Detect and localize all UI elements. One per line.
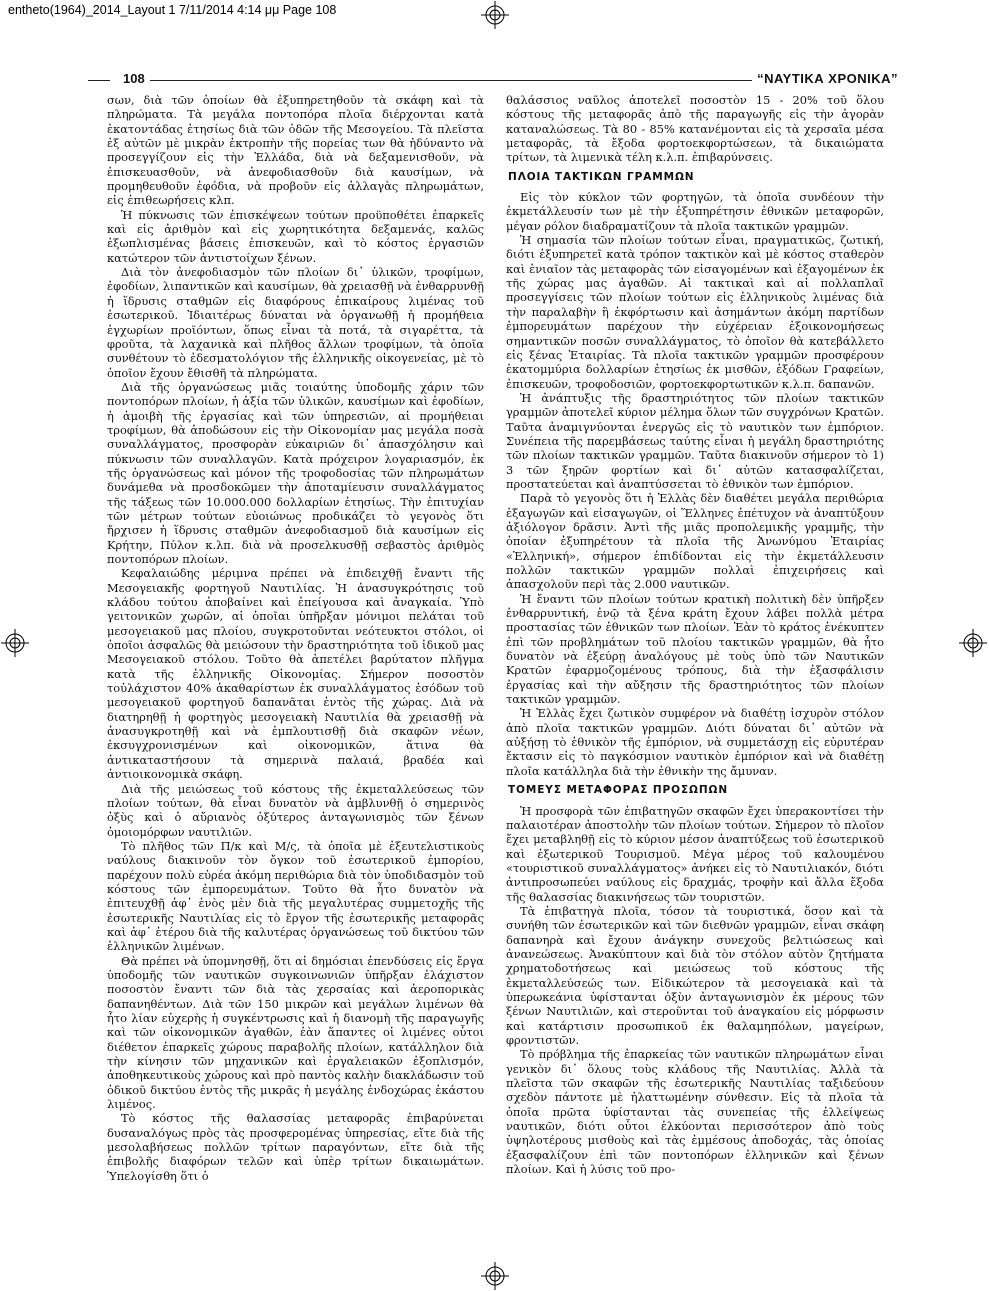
paragraph: Διὰ τῆς μειώσεως τοῦ κόστους τῆς ἐκμεταλλεύσεως τῶν πλοίων τούτων, θὰ εἶναι δυνατὸν νὰ ἀμβλυνθῇ ὁ σημερινὸς ὀξὺς καὶ ὁ αὔριανὸς ὀξύτερος ἀνταγωνισμὸς τῶν ξένων ὁμοιομόρφων ναυτιλιῶν. [107,781,484,839]
paragraph: Ἡ ἀνάπτυξις τῆς δραστηριότητος τῶν πλοίων τακτικῶν γραμμῶν ἀποτελεῖ κύριον μέλημα ὅλων τῶν συγχρόνων Κρατῶν. Ταῦτα ἀναμιγνύονται ἐνεργῶς εἰς τὸ ναυτικὸν των ἐμπόριον. Συνέπεια τῆς παρεμβάσεως ταύτης εἶναι ἡ μεγάλη δραστηριότης τῶν πλοίων τακτικῶν γραμμῶν. Ταῦτα διακινοῦν σήμερον τὸ 1) 3 τῶν ξηρῶν φορτίων καὶ δι᾿ αὐτῶν κατασφαλίζεται, προστατεύεται καὶ ἀναπτύσσεται τὸ ἐθνικὸν των ἐμπόριον. [506,390,884,491]
left-column [107,93,484,1273]
paragraph: Ἡ ἔναντι τῶν πλοίων τούτων κρατικὴ πολιτικὴ δὲν ὑπῆρξεν ἐνθαρρυντική, ἐνῷ τὰ ξένα κράτη ἔχουν λάβει πολλὰ μέτρα προστασίας τῶν ἐθνικῶν των πλοίων. Ἐὰν τὸ κράτος ἐνέκυπτεν ἐπὶ τῶν προβλημάτων τοῦ πλοίου τακτικῶν γραμμῶν, θὰ ἦτο δυνατὸν νὰ ἐξεύρῃ ἀναλόγους μὲ τοὺς ὑπὸ τῶν Ναυτικῶν Κρατῶν ἐφαρμοζομένους τρόπους, διὰ τὴν ἐξασφάλισιν ἐργασίας καὶ τὴν αὔξησιν τῆς δραστηριότητος τῶν πλοίων τακτικῶν γραμμῶν. [506,591,884,707]
printer-slug: entheto(1964)_2014_Layout 1 7/11/2014 4:14 μμ Page 108 [8,3,337,17]
paragraph: Τὸ πλῆθος τῶν Π/κ καὶ Μ/ς, τὰ ὁποῖα μὲ ἐξευτελιστικοὺς ναύλους διακινοῦν τὸν ὄγκον τοῦ ἐσωτερικοῦ ἐμπορίου, παρέχουν πολὺ εὐρέα ἀκόμη περιθώρια διὰ τὸν ὑποδιδασμὸν τοῦ κόστους τῶν ἐμπορευμάτων. Τοῦτο θὰ ἦτο δυνατὸν νὰ ἐπιτευχθῇ ἀφ᾿ ἑνὸς μὲν διὰ τῆς μεγαλυτέρας συμμετοχῆς τῆς ἐσωτερικῆς Ναυτιλίας εἰς τὸ ἔργον τῆς ἐσωτερικῆς μεταφορᾶς καὶ ἀφ᾿ ἑτέρου διὰ τῆς καλυτέρας ὀργανώσεως τοῦ δικτύου τῶν ἑλληνικῶν λιμένων. [107,838,484,954]
paragraph: Ἡ πύκνωσις τῶν ἐπισκέψεων τούτων προϋποθέτει ἐπαρκεῖς καὶ εἰς ἀριθμὸν καὶ εἰς χωρητικότητα δεξαμενάς, καλῶς ἐξωπλισμένας βάσεις ἐπισκευῶν, καὶ τὸ κόστος ἐργασιῶν κατώτερον τῶν ἀντιστοίχων ξένων. [107,207,484,265]
header-rule [88,80,110,81]
header-rule [150,80,770,81]
paragraph: σων, διὰ τῶν ὁποίων θὰ ἐξυπηρετηθοῦν τὰ σκάφη καὶ τὰ πληρώματα. Τὰ μεγάλα ποντοπόρα πλοῖα διέρχονται κατὰ ἑκατοντάδας ἐτησίως διὰ τῶν ὁδῶν τῆς Μεσογείου. Τὰ πλεῖστα ἐξ αὐτῶν μὲ μικρὰν ἐκτροπὴν τῆς πορείας των θὰ ἠδύναντο νὰ προσεγγίζουν εἰς τὴν Ἑλλάδα, διὰ νὰ δεξαμενισθοῦν, νὰ ἐπισκευασθοῦν, νὰ ἀνεφοδιασθοῦν διὰ καυσίμων, νὰ προμηθευθοῦν ἐφόδια, νὰ προβοῦν εἰς ἀλλαγὰς πληρωμάτων, εἰς ἐπιθεωρήσεις κλπ. [107,93,484,208]
paragraph: Ἡ σημασία τῶν πλοίων τούτων εἶναι, πραγματικῶς, ζωτική, διότι ἐξυπηρετεῖ κατὰ τρόπον τακτικὸν καὶ μὲ κόστος σταθερὸν καὶ ἑνιαῖον τὰς μεταφορὰς τῶν εἰσαγομένων καὶ ἐξαγομένων ἐκ τῆς χώρας μας ἀγαθῶν. Αἱ τακτικαὶ καὶ αἱ πολλαπλαῖ προσεγγίσεις τῶν πλοίων τούτων εἰς ἑλληνικοὺς λιμένας διὰ τὴν παραλαβὴν ἢ ἐκφόρτωσιν καὶ ἀσημάντων ἀκόμη παρτίδων ἐμπορευμάτων παρέχουν τὴν εὐχέρειαν ἐξοικονομήσεως σημαντικῶν ποσῶν συναλλάγματος, τὸ ὁποῖον θὰ κατεβάλλετο εἰς ξένας Ἑταιρίας. Τὰ πλοῖα τακτικῶν γραμμῶν προσφέρουν ἑκατομμύρια δολλαρίων ἐτησίως ἐκ μισθῶν, ἐξόδων Γραφείων, ἐπισκευῶν, τροφοδοσιῶν, φορτοεκφορτωτικῶν κ.λ.π. δαπανῶν. [506,233,884,391]
paragraph: Κεφαλαιώδης μέριμνα πρέπει νὰ ἐπιδειχθῇ ἔναντι τῆς Μεσογειακῆς φορτηγοῦ Ναυτιλίας. Ἡ ἀνασυγκρότησις τοῦ κλάδου τούτου ἀποβαίνει καὶ ἐπείγουσα καὶ ἀναγκαία. Ὑπὸ γειτονικῶν χωρῶν, αἱ ὁποῖαι ὑπῆρξαν μόνιμοι πελάται τοῦ μεσογειακοῦ μας πλοίου, συγκροτοῦνται νεότευκτοι στόλοι, οἱ ὁποῖοι ἀσφαλῶς θὰ μειώσουν τὴν δραστηριότητα τοῦ ἰδικοῦ μας Μεσογειακοῦ στόλου. Τοῦτο θὰ ἀπετέλει βαρύτατον πλῆγμα κατὰ τῆς ἐλληνικῆς Οἰκονομίας. Σήμερον ποσοστὸν τοὐλάχιστον 40% ἀκαθαρίστων ἐκ συναλλάγματος ἐσόδων τοῦ μεσογειακοῦ φορτηγοῦ δαπανᾶται ἐντὸς τῆς χώρας. Διὰ νὰ διατηρηθῇ ἡ φορτηγὸς μεσογειακὴ Ναυτιλία θὰ χρειασθῇ νὰ ἀνασυγκροτηθῇ καὶ νὰ ἐμπλουτισθῇ διὰ σκαφῶν νέων, ἐκσυγχρονισμένων καὶ οἰκονομικῶν, ἅτινα θὰ ἀντικαταστήσουν τὰ σημερινὰ παλαιά, βραδέα καὶ ἀντιοικονομικὰ σκάφη. [107,566,484,782]
paragraph: Τὰ ἐπιβατηγὰ πλοῖα, τόσον τὰ τουριστικά, ὅσον καὶ τὰ συνήθη τῶν ἐσωτερικῶν καὶ τῶν διεθνῶν γραμμῶν, εἶναι σκάφη δαπανηρὰ καὶ ἔχουν ἀνάγκην συνεχοῦς βελτιώσεως καὶ ἀνανεώσεως. Ἀνακύπτουν καὶ διὰ τὸν στόλον αὐτὸν ζητήματα χρηματοδοτήσεως καὶ μειώσεως τοῦ κόστους τῆς ἐκμεταλλεύσεώς των. Εἰδικώτερον τὰ μεσογειακὰ καὶ τὰ ὑπερωκεάνια ὑφίστανται ὀξὺν ἀνταγωνισμὸν ἐκ μέρους τῶν ξένων Ναυτιλιῶν, καὶ στεροῦνται τοῦ ἀναγκαίου εἰς μόρφωσιν καὶ κατάρτισιν προσωπικοῦ ἐκ θαλαμηπόλων, μαγείρων, φροντιστῶν. [506,903,884,1047]
registration-mark-icon [1,629,29,657]
paragraph: Εἰς τὸν κύκλον τῶν φορτηγῶν, τὰ ὁποῖα συνδέουν τὴν ἐκμετάλλευσίν των μὲ τὴν ἐξυπηρέτησιν ἐθνικῶν μεταφορῶν, μέγαν ρόλον διαδραματίζουν τὰ πλοῖα τακτικῶν γραμμῶν. [506,190,884,233]
paragraph: Τὸ κόστος τῆς θαλασσίας μεταφορᾶς ἐπιβαρύνεται δυσαναλόγως πρὸς τὰς προσφερομένας ὑπηρεσίας, εἴτε διὰ τῆς μεσολαβήσεως πολλῶν τρίτων παραγόντων, εἴτε διὰ τῆς ἐπιβολῆς διαφόρων τελῶν καὶ ὑπὲρ τρίτων δικαιωμάτων. Ὑπελογίσθη ὅτι ὁ [107,1111,484,1183]
paragraph: θαλάσσιος ναῦλος ἀποτελεῖ ποσοστὸν 15 - 20% τοῦ ὅλου κόστους τῆς μεταφορᾶς ἀπὸ τῆς παραγωγῆς εἰς τὴν ἀγορὰν καταναλώσεως. Τὰ 80 - 85% κατανέμονται εἰς τὰ χερσαῖα μέσα μεταφορᾶς, τὰ ἔξοδα φορτοεκφορτώσεων, τὰ δικαιώματα τρίτων, τὰ λιμενικὰ τέλη κ.λ.π. ἐπιβαρύνσεις. [506,93,884,165]
paragraph: Διὰ τῆς ὀργανώσεως μιᾶς τοιαύτης ὑποδομῆς χάριν τῶν ποντοπόρων πλοίων, ἡ ἀξία τῶν ὑλικῶν, καυσίμων καὶ ἐφοδίων, ἡ ἀμοιβὴ τῆς ἐργασίας καὶ τῶν ὑπηρεσιῶν, αἱ προμήθειαι τροφίμων, θὰ ἀποδώσουν εἰς τὴν Οἰκονομίαν μας μεγάλα ποσὰ συναλλάγματος, προσφορὰν εὐκαιριῶν δι᾿ ἀπασχόλησιν καὶ πύκνωσιν τῶν συναλλαγῶν. Κατὰ πρόχειρον λογαριασμόν, ἐκ τῆς ὀργανώσεως καὶ μόνον τῆς τροφοδοσίας τῶν πληρωμάτων δυνάμεθα νὰ προσδοκῶμεν τὴν ἀποταμίευσιν συναλλάγματος τῆς τάξεως τῶν 10.000.000 δολλαρίων ἐτησίως. Τὴν ἐπιτυχίαν τῶν μέτρων τούτων εὐοιώνως προδικάζει τὸ γεγονὸς ὅτι ἤρχισεν ἡ ἵδρυσις σταθμῶν ἀνεφοδιασμοῦ διὰ καυσίμων εἰς Κρήτην, Πύλον κ.λπ. διὰ νὰ προσελκυσθῇ σεβαστὸς ἀριθμὸς ποντοπόρων πλοίων. [107,379,484,566]
paragraph: Ἡ Ἑλλὰς ἔχει ζωτικὸν συμφέρον νὰ διαθέτῃ ἰσχυρὸν στόλον ἀπὸ πλοῖα τακτικῶν γραμμῶν. Διότι δύναται δι᾿ αὐτῶν νὰ αὐξήσῃ τὸ ἐθνικὸν τῆς ἐμπόριον, νὰ συμμετάσχῃ εἰς εὐρυτέραν ἔκτασιν εἰς τὸ παγκόσμιον ναυτικὸν ἐμπόριον καὶ νὰ διαθέτῃ πλοῖα κατάλληλα διὰ τὴν ἐθνικὴν της ἄμυναν. [506,706,884,778]
running-title: “ΝΑΥΤΙΚΑ ΧΡΟΝΙΚΑ” [752,71,903,86]
registration-mark-icon [481,1262,509,1290]
right-column [506,93,884,1273]
registration-mark-icon [959,629,987,657]
paragraph: Παρὰ τὸ γεγονὸς ὅτι ἡ Ἑλλὰς δὲν διαθέτει μεγάλα περιθώρια ἐξαγωγῶν καὶ εἰσαγωγῶν, οἱ Ἕλληνες ἐπέτυχον νὰ ἀναπτύξουν ἀξιόλογον δρᾶσιν. Ἀντὶ τῆς μιᾶς προπολεμικῆς γραμμῆς, τὴν ὁποίαν ἐξυπηρέτουν τὰ πλοῖα τῆς Ἀνωνύμου Ἑταιρίας «Ἑλληνική», σήμερον ἐπιδίδονται εἰς τὴν ἐκμετάλλευσιν πολλῶν τακτικῶν γραμμῶν πολλαὶ ἐπιχειρήσεις καὶ ἀπασχολοῦν περὶ τὰς 2.000 ναυτικῶν. [506,491,884,592]
section-heading-regular-lines: ΠΛΟΙΑ ΤΑΚΤΙΚΩΝ ΓΡΑΜΜΩΝ [508,170,695,183]
registration-mark-icon [481,1,509,29]
section-heading-passenger-transport: ΤΟΜΕΥΣ ΜΕΤΑΦΟΡΑΣ ΠΡΟΣΩΠΩΝ [508,784,729,797]
paragraph: Διὰ τὸν ἀνεφοδιασμὸν τῶν πλοίων δι᾿ ὑλικῶν, τροφίμων, ἐφοδίων, λιπαντικῶν καὶ καυσίμων, θὰ χρειασθῇ νὰ ἐνθαρρυνθῇ ἡ ἵδρυσις σταθμῶν εἰς διαφόρους ἐπικαίρους λιμένας τοῦ ἐσωτερικοῦ. Ἰδιαιτέρως δύναται νὰ ὀργανωθῇ ἡ προμήθεια ἐγχωρίων προϊόντων, ὅπως εἶναι τὰ ποτά, τὰ σιγαρέττα, τὰ φροῦτα, τὰ λαχανικὰ καὶ πλῆθος ἄλλων τροφίμων, τὰ ὁποῖα συνθέτουν τὸ ἐδεσματολόγιον τῆς ἑλληνικῆς οἰκογενείας, μὲ τὸ ὁποῖον ἔχουν ἔθισθῆ τὰ πληρώματα. [107,265,484,380]
paragraph: Ἡ προσφορὰ τῶν ἐπιβατηγῶν σκαφῶν ἔχει ὑπερακοντίσει τὴν παλαιοτέραν ἀποστολὴν τῶν πλοίων τούτων. Σήμερον τὸ πλοῖον ἔχει μεταβληθῇ εἰς τὸ κύριον μέσον ἀναπτύξεως τοῦ ἐσωτερικοῦ καὶ ἐξωτερικοῦ Τουρισμοῦ. Μέγα μέρος τοῦ καλουμένου «τουριστικοῦ συναλλάγματος» ἀνήκει εἰς τὸ Ναυτιλιακόν, διότι ἀντιπροσωπεύει ναύλους εἰς δραχμάς, τροφὴν καὶ ἄλλα ἔξοδα τῆς θαλασσίας διακινήσεως τῶν τουριστῶν. [506,803,884,904]
paragraph: Θὰ πρέπει νὰ ὑπομνησθῇ, ὅτι αἱ δημόσιαι ἐπενδύσεις εἰς ἔργα ὑποδομῆς τῶν ναυτικῶν συγκοινωνιῶν ὑπῆρξαν ἐλάχιστον ποσοστὸν ἔναντι τῶν διὰ τὰς χερσαίας καὶ ἀεροπορικὰς δαπανηθέντων. Διὰ τῶν 150 μικρῶν καὶ μεγάλων λιμένων θὰ ἦτο λίαν εὐχερὴς ἡ συγκέντρωσις καὶ ἡ διανομὴ τῆς παραγωγῆς καὶ τῶν οἰκονομικῶν ἀγαθῶν, ἐὰν ἅπαντες οἱ λιμένες οὗτοι διέθετον ἐπαρκεῖς χώρους παραβολῆς πλοίων, κατάλληλον διὰ τὴν κίνησιν τῶν μηχανικῶν καὶ ἐργαλειακῶν ἐξοπλισμόν, ἀποθηκευτικοὺς χώρους καὶ πρὸ παντὸς καλὴν διακλάδωσιν τοῦ ὁδικοῦ δικτύου ἐντὸς τῆς μικρᾶς ἡ μεγάλης ἐνδοχώρας ἑκάστου λιμένος. [107,953,484,1112]
paragraph: Τὸ πρόβλημα τῆς ἐπαρκείας τῶν ναυτικῶν πληρωμάτων εἶναι γενικὸν δι᾿ ὅλους τοὺς κλάδους τῆς Ναυτιλίας. Ἀλλὰ τὰ πλεῖστα τῶν σκαφῶν τῆς ἐσωτερικῆς Ναυτιλίας ταξιδεύουν σχεδὸν πάντοτε μὲ ἠλαττωμένην σύνθεσιν. Εἰς τὰ πλοῖα τὰ ὁποῖα πρῶτα ὑφίστανται τὰς συνεπείας τῆς ἐλλείψεως ναυτικῶν, διότι οὗτοι ἑλκύονται περισσότερον ἀπὸ τοὺς ὑψηλοτέρους μισθοὺς καὶ τὰς ἐμμέσους ἀποδοχάς, τὰς ὁποίας ἐξασφαλίζουν ἐπὶ τῶν ποντοπόρων ἑλληνικῶν καὶ ξένων πλοίων. Καὶ ἡ λύσις τοῦ προ- [506,1047,884,1177]
page-number: 108 [118,71,150,86]
